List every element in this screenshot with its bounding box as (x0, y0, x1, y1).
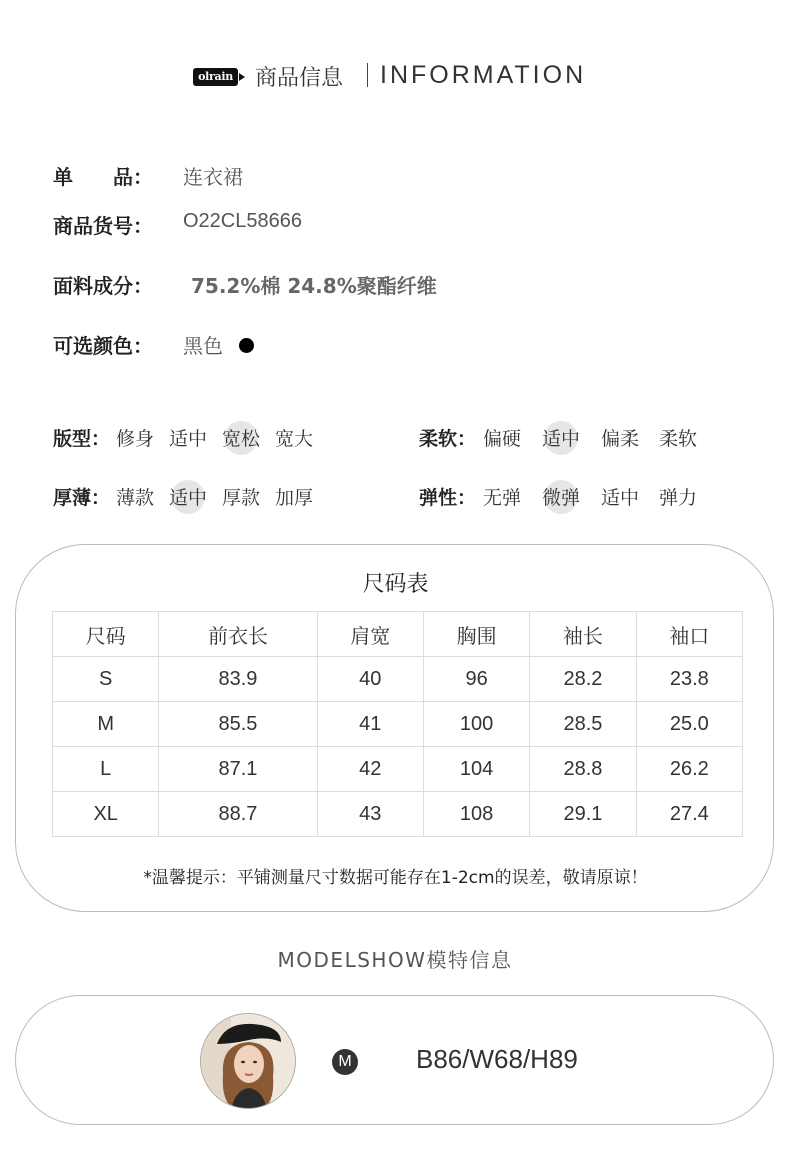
table-cell: M (53, 702, 159, 747)
header-divider (367, 63, 368, 87)
column-header: 胸围 (423, 612, 529, 657)
table-cell: 43 (317, 792, 423, 837)
info-label: 商品货号： (53, 214, 153, 238)
column-header: 袖口 (636, 612, 742, 657)
attr-option: 厚款 (222, 487, 261, 509)
attr-option: 偏柔 (601, 428, 640, 450)
table-cell: XL (53, 792, 159, 837)
model-portrait-icon (201, 1014, 296, 1109)
model-size-badge: M (332, 1049, 358, 1075)
column-header: 肩宽 (317, 612, 423, 657)
table-row (53, 792, 743, 837)
table-cell: 108 (423, 792, 529, 837)
table-cell: 25.0 (636, 702, 742, 747)
table-cell: 29.1 (530, 792, 636, 837)
size-chart-panel (15, 544, 774, 912)
color-swatch (239, 338, 254, 353)
info-label: 可选颜色： (53, 334, 153, 358)
attr-fit (53, 424, 383, 454)
table-cell: 96 (423, 657, 529, 702)
model-section-title: MODELSHOW模特信息 (277, 948, 513, 972)
brand-logo: olrain (193, 68, 238, 86)
info-label: 面料成分： (53, 274, 153, 298)
info-value: 75.2%棉 24.8%聚酯纤维 (191, 274, 437, 298)
info-label: 单 品： (53, 165, 153, 189)
size-chart-title: 尺码表 (362, 572, 429, 597)
table-cell: L (53, 747, 159, 792)
attr-option-selected: 微弹 (542, 483, 580, 510)
attr-option: 偏硬 (483, 428, 522, 450)
table-cell: 27.4 (636, 792, 742, 837)
table-cell: 41 (317, 702, 423, 747)
table-cell: 40 (317, 657, 423, 702)
attr-label: 柔软： (419, 428, 477, 450)
attr-option: 加厚 (275, 487, 314, 509)
table-cell: 28.2 (530, 657, 636, 702)
size-chart-note: *温馨提示：平铺测量尺寸数据可能存在1-2cm的误差，敬请原谅！ (143, 868, 648, 888)
size-table (52, 611, 743, 837)
column-header: 前衣长 (159, 612, 317, 657)
header-title-cn: 商品信息 (255, 66, 344, 91)
attr-option: 薄款 (116, 487, 155, 509)
table-cell: 104 (423, 747, 529, 792)
attr-option: 柔软 (659, 428, 698, 450)
attr-option: 弹力 (659, 487, 698, 509)
attr-softness (419, 424, 749, 454)
column-header: 尺码 (53, 612, 159, 657)
table-cell: 87.1 (159, 747, 317, 792)
info-value: 连衣裙 (183, 165, 243, 189)
attr-option: 适中 (601, 487, 640, 509)
table-cell: 26.2 (636, 747, 742, 792)
table-cell: S (53, 657, 159, 702)
table-cell: 23.8 (636, 657, 742, 702)
table-row (53, 702, 743, 747)
table-cell: 42 (317, 747, 423, 792)
table-row (53, 747, 743, 792)
table-cell: 83.9 (159, 657, 317, 702)
attr-option: 适中 (169, 428, 208, 450)
table-cell: 88.7 (159, 792, 317, 837)
header-title-en: INFORMATION (380, 61, 587, 89)
model-info-panel (15, 995, 774, 1125)
attr-label: 版型： (53, 428, 111, 450)
model-measurements: B86/W68/H89 (416, 1044, 578, 1074)
attr-elasticity (419, 483, 749, 513)
table-row (53, 657, 743, 702)
play-triangle-icon (239, 73, 245, 81)
attr-option: 无弹 (483, 487, 522, 509)
info-value: 黑色 (183, 334, 223, 358)
attr-option-selected: 宽松 (222, 424, 260, 451)
table-header-row (53, 612, 743, 657)
attr-thickness (53, 483, 383, 513)
attr-option-selected: 适中 (542, 424, 580, 451)
table-cell: 28.8 (530, 747, 636, 792)
attr-option: 修身 (116, 428, 155, 450)
attr-label: 弹性： (419, 487, 477, 509)
section-header (0, 58, 790, 94)
table-cell: 28.5 (530, 702, 636, 747)
table-cell: 100 (423, 702, 529, 747)
model-avatar (200, 1013, 296, 1109)
attr-option: 宽大 (275, 428, 314, 450)
attr-label: 厚薄： (53, 487, 111, 509)
info-value: O22CL58666 (183, 210, 302, 232)
column-header: 袖长 (530, 612, 636, 657)
attr-option-selected: 适中 (169, 483, 207, 510)
table-cell: 85.5 (159, 702, 317, 747)
